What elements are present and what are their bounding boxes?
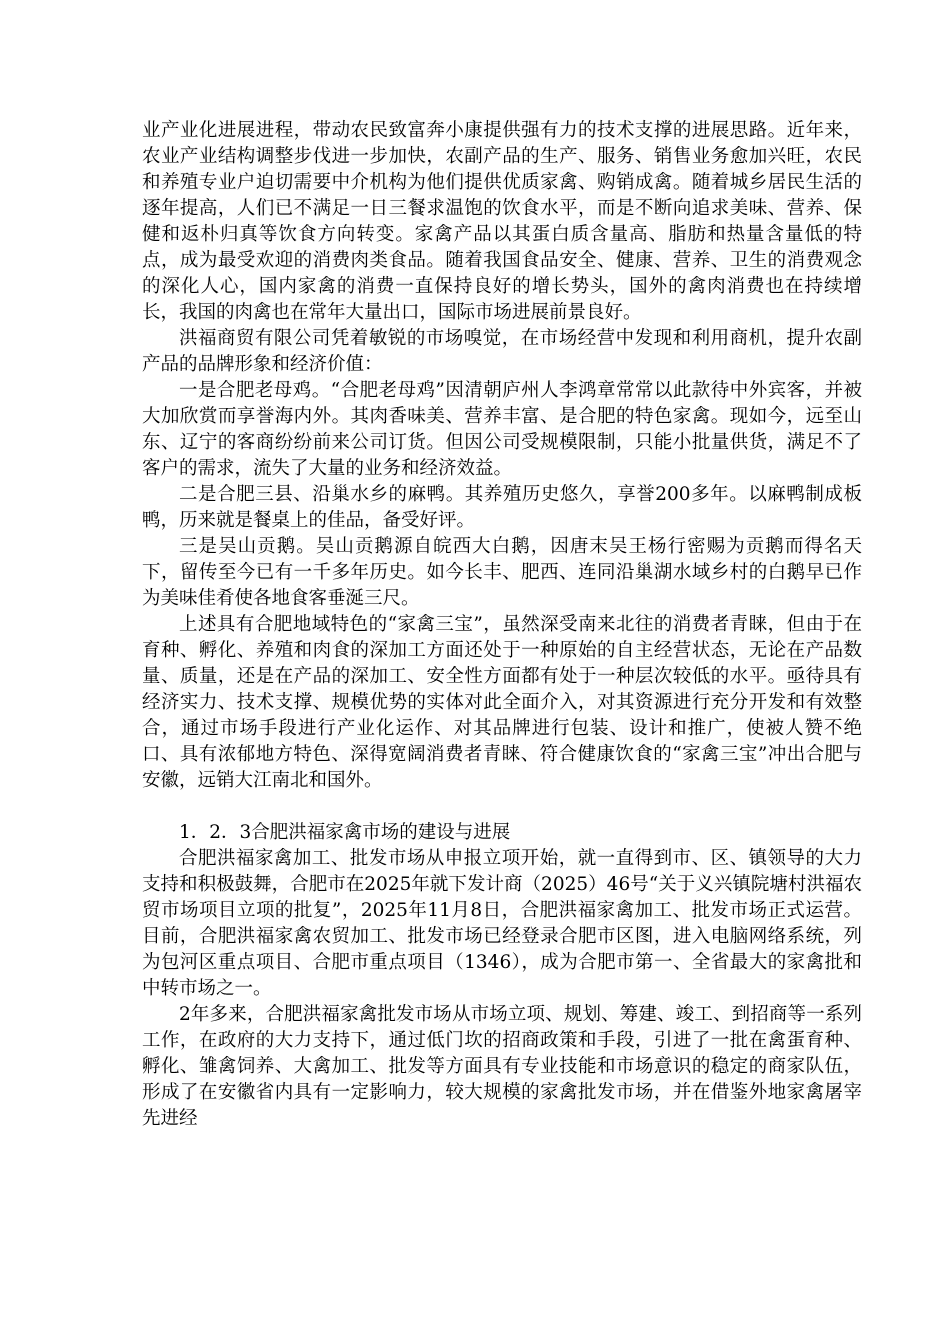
- paragraph-sheldrake: 二是合肥三县、沿巢水乡的麻鸭。其养殖历史悠久，享誉200多年。以麻鸭制成板鸭，历来就是餐桌上的佳品，备受好评。: [142, 484, 862, 531]
- blank-line: [142, 794, 862, 820]
- paragraph-market-approval: 合肥洪福家禽加工、批发市场从申报立项开始，就一直得到市、区、镇领导的大力支持和积极鼓舞，合肥市在2025年就下发计商（2025）46号“关于义兴镇院塘村洪福农贸市场项目立项的批复”，2025年11月8日，合肥洪福家禽加工、批发市场正式运营。目前，合肥洪福家禽农贸加工、批发市场已经登录合肥市区图，进入电脑网络系统，列为包河区重点项目、合肥市重点项目（1346），成为合肥市第一、全省最大的家禽批和中转市场之一。: [142, 848, 862, 999]
- section-heading: 1．2．3合肥洪福家禽市场的建设与进展: [179, 822, 511, 843]
- paragraph-market-development: 2年多来，合肥洪福家禽批发市场从市场立项、规划、筹建、竣工、到招商等一系列工作，在政府的大力支持下，通过低门坎的招商政策和手段，引进了一批在禽蛋育种、孵化、雏禽饲养、大禽加工、批发等方面具有专业技能和市场意识的稳定的商家队伍，形成了在安徽省内具有一定影响力，较大规模的家禽批发市场，并在借鉴外地家禽屠宰先进经: [142, 1004, 862, 1129]
- paragraph-company-intro: 洪福商贸有限公司凭着敏锐的市场嗅觉，在市场经营中发现和利用商机，提升农副产品的品牌形象和经济价值：: [142, 328, 862, 375]
- paragraph-continuation: 业产业化进展进程，带动农民致富奔小康提供强有力的技术支撑的进展思路。近年来，农业产业结构调整步伐进一步加快，农副产品的生产、服务、销售业务愈加兴旺，农民和养殖专业户迫切需要中介机构为他们提供优质家禽、购销成禽。随着城乡居民生活的逐年提高，人们已不满足一日三餐求温饱的饮食水平，而是不断向追求美味、营养、保健和返朴归真等饮食方向转变。家禽产品以其蛋白质含量高、脂肪和热量含量低的特点，成为最受欢迎的消费肉类食品。随着我国食品安全、健康、营养、卫生的消费观念的深化人心，国内家禽的消费一直保持良好的增长势头，国外的禽肉消费也在持续增长，我国的肉禽也在常年大量出口，国际市场进展前景良好。: [142, 120, 862, 323]
- paragraph-three-treasures: 上述具有合肥地域特色的“家禽三宝”，虽然深受南来北往的消费者青睐，但由于在育种、孵化、养殖和肉食的深加工方面还处于一种原始的自主经营状态，无论在产品数量、质量，还是在产品的深加工、安全性方面都有处于一种层次较低的水平。亟待具有经济实力、技术支撑、规模优势的实体对此全面介入，对其资源进行充分开发和有效整合，通过市场手段进行产业化运作、对其品牌进行包装、设计和推广，使被人赞不绝口、具有浓郁地方特色、深得宽阔消费者青睐、符合健康饮食的“家禽三宝”冲出合肥与安徽，远销大江南北和国外。: [142, 614, 862, 791]
- document-page: [142, 118, 862, 1132]
- paragraph-hefei-hen: 一是合肥老母鸡。“合肥老母鸡”因清朝庐州人李鸿章常常以此款待中外宾客，并被大加欣赏而享誉海内外。其肉香味美、营养丰富、是合肥的特色家禽。现如今，远至山东、辽宁的客商纷纷前来公司订货。但因公司受规模限制，只能小批量供货，满足不了客户的需求，流失了大量的业务和经济效益。: [142, 380, 862, 479]
- paragraph-wushan-goose: 三是吴山贡鹅。吴山贡鹅源自皖西大白鹅，因唐末吴王杨行密赐为贡鹅而得名天下，留传至今已有一千多年历史。如今长丰、肥西、连同沿巢湖水域乡村的白鹅早已作为美味佳肴使各地食客垂涎三尺。: [142, 536, 862, 609]
